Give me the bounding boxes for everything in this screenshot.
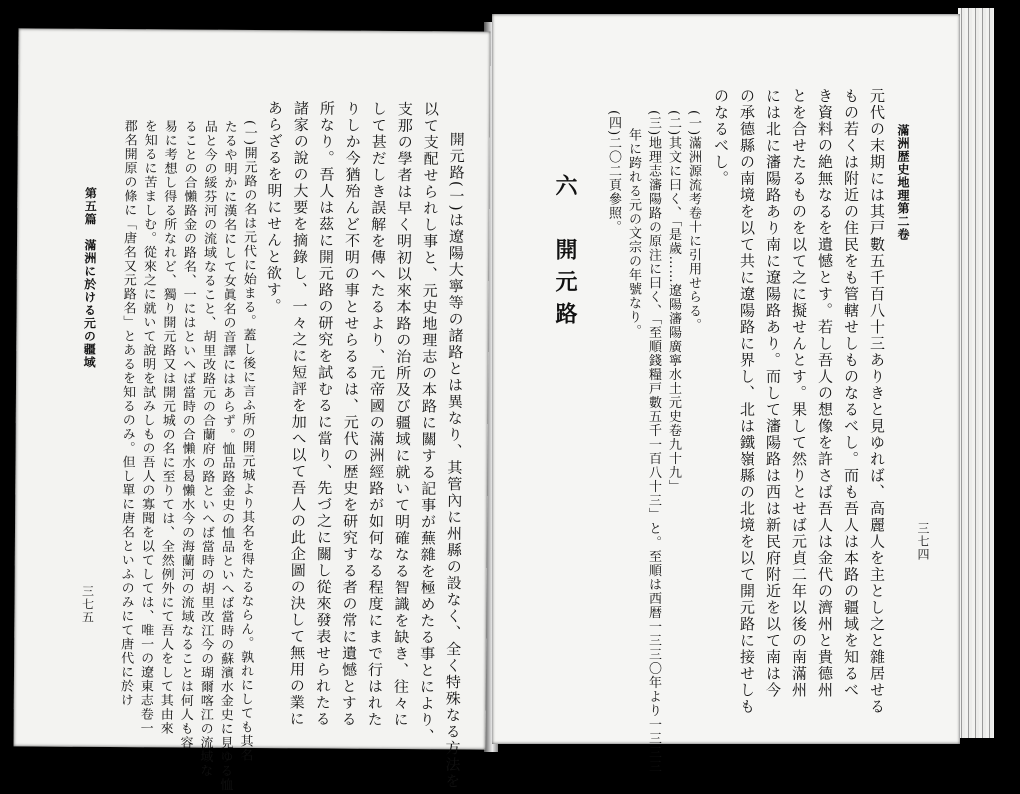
right-page xyxy=(492,14,960,774)
body-line: 以て支配せられし事と、元史地理志の本路に關する記事が蕪雜を極めたる事とにより、 xyxy=(417,101,441,745)
footnote: (一)滿洲源流考卷十に引用せらる。 xyxy=(686,110,701,333)
body-line: き資料の絶無なるを遺憾とす。若し吾人の想像を許さば吾人は金代の濟州と貴德州 xyxy=(816,88,834,699)
page-number: 三七五 xyxy=(80,584,95,624)
footnote: たるや明かに漢名にして女眞名の音譯にはあらず。恤品路金史の恤品といへば當時の蘇濱水金史に見ゆる恤 xyxy=(217,119,237,792)
body-line: とを合せたるものを以て之に擬せんとす。果して然りとせば元貞二年以後の南滿州 xyxy=(790,88,808,699)
body-line: もの若くは附近の住民をも管轄せしものなるべし。而も吾人は本路の疆域を知るべ xyxy=(842,88,860,699)
footnote: (二)其文に曰く、「是歲……遼陽瀋陽廣寧水土元史卷九十九」 xyxy=(666,110,681,494)
body-line: には北に瀋陽路あり南に遼陽路あり。而して瀋陽路は西は新民府附近を以て南は今 xyxy=(764,88,782,699)
body-line: 元代の末期には其戸數五千百八十三ありきと見ゆれば、高麗人を主とし之と雜居せる xyxy=(868,88,886,715)
body-line: のなるべし。 xyxy=(712,88,730,187)
body-line: あらざるを明にせんと欲す。 xyxy=(264,100,285,315)
body-line: 開元路(一)は遼陽大寧等の諸路とは異なり、其管內に州縣の設なく、全く特殊なる方法を xyxy=(443,131,466,790)
footnote: 品と今の綏芬河の流域なること、胡里改路元の合蘭府の路といへば當時の胡里改江今の瑚爾喀江の流域な xyxy=(197,119,217,778)
footnote: (四)二〇二頁參照。 xyxy=(606,110,621,235)
footnote: (一)開元路の名は元代に始まる。蓋し後に言ふ所の開元城より其名を得たるならん。孰れにしても其名 xyxy=(237,119,257,763)
left-page xyxy=(13,28,490,792)
footnote: (三)地理志瀋陽路の原注に曰く、「至順錢糧戸數五千一百八十三」と。至順は西暦一三三〇年より一三三三 xyxy=(646,110,661,774)
page-number: 三七四 xyxy=(916,522,930,561)
body-line: りしか今猶殆んど不明の事とせらるるは、元代の歴史を研究する者の常に遺憾とする xyxy=(339,100,363,728)
running-head: 第五篇 滿洲に於ける元の疆域 xyxy=(82,186,98,369)
section-title: 六 開元路 xyxy=(552,174,578,334)
body-line: 支那の學者は早く明初以來本路の治所及び疆域に就いて明確なる智識を缺き、往々に xyxy=(391,100,415,729)
body-line: の承德縣の南境を以て共に遼陽路に界し、北は鐵嶺縣の北境を以て開元路に接せしも xyxy=(738,88,756,715)
footnote: ることの合懶路金の路名、一にはといへば當時の合懶水曷懶水今の海蘭河の流域なることは何人も容 xyxy=(177,119,197,750)
footnote: を知るに苦ましむ。從來之に就いて說明を試みしもの吾人の寡聞を以てしては、唯一の遼東志卷一 xyxy=(137,119,157,736)
footnote: 郡名開原の條に「唐名又元路名」とあるを知るのみ。但し單に唐名といふのみにて唐代に於け xyxy=(117,119,137,708)
body-line: して甚だしき誤解を傳へたるより、元帝國の滿洲經路が如何なる程度にまで行はれた xyxy=(365,100,389,728)
footnote: 易に考想し得る所なれど、獨り開元路又は開元城の名に至りては、全然例外にて吾人をして其由來 xyxy=(157,119,177,736)
running-head: 滿洲歴史地理第二卷 xyxy=(896,124,910,241)
body-line: 所なり。吾人は茲に開元路の研究を試むるに當り、先づ之に關し從來發表せられたる xyxy=(313,100,337,728)
body-line: 諸家の說の大要を摘錄し、一々之に短評を加へ以て吾人の此企圖の決して無用の業に xyxy=(287,100,311,728)
page-edges xyxy=(958,8,994,738)
footnote: 年に跨れる元の文宗の年號なり。 xyxy=(626,128,641,338)
